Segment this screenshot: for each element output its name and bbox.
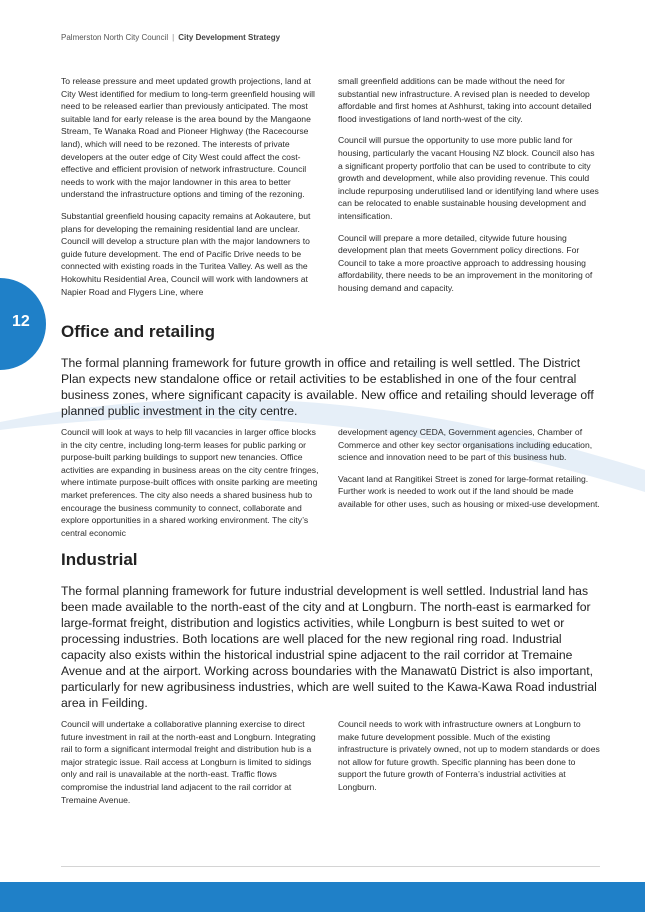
footer-band	[0, 882, 645, 912]
office-left-column	[61, 426, 323, 548]
paragraph: Substantial greenfield housing capacity remains at Aokautere, but plans for developing the remaining residential land are unclear. Council will develop a structure plan with the major landowners to guide future development. The end of Pacific Drive needs to be connected with existing roads in the Turitea Valley. As well as the Hokowhitu Residential Area, Council will work with landowners at Napier Road and Flygers Line, where	[61, 210, 311, 297]
industrial-heading: Industrial	[61, 550, 138, 569]
header-separator: |	[172, 33, 175, 42]
industrial-lead: The formal planning framework for future industrial development is well settled. Industrial land has been made available to the north-east of the city and at Longburn. The north-east is earmarked for large-format freight, distribution and logistics activities, while Longburn is best suited to wet or processing industries. Both locations are well placed for the new regional ring road. Industrial capacity also exists within the historical industrial spine adjacent to the rail corridor at Tremaine Avenue and at the airport. Working across boundaries with the Manawatū District is also important, particularly for new agribusiness industries, which are well suited to the Kawa-Kawa Road industrial area in Feilding.	[61, 584, 597, 710]
paragraph: Vacant land at Rangitikei Street is zoned for large-format retailing. Further work is needed to work out if the land should be made available for other uses, such as housing or mixed-use development.	[338, 473, 600, 509]
page-header	[61, 33, 280, 42]
header-strategy: City Development Strategy	[178, 33, 281, 42]
office-right-column	[338, 426, 600, 520]
footer-divider	[61, 866, 600, 867]
paragraph: Council will prepare a more detailed, citywide future housing development plan that meets Government policy directions. For Council to take a more proactive approach to addressing housing affordability, there needs to be an improvement in the monitoring of housing demand and capacity.	[338, 232, 593, 293]
intro-right-column	[338, 75, 600, 304]
paragraph: Council needs to work with infrastructure owners at Longburn to make future development possible. Much of the existing infrastructure is privately owned, not up to modern standards or does not allow for future growth. Specific planning has been done to support the future growth of Fonterra’s industrial activities at Longburn.	[338, 719, 600, 792]
office-heading: Office and retailing	[61, 322, 215, 341]
industrial-right-column	[338, 718, 600, 803]
paragraph: small greenfield additions can be made without the need for substantial new infrastructure. A revised plan is needed to develop affordable and first homes at Ashhurst, taking into account detailed flood investigations of land north-west of the city.	[338, 76, 592, 124]
industrial-left-column	[61, 718, 323, 815]
paragraph: Council will undertake a collaborative planning exercise to direct future investment in rail at the north-east and Longburn. Integrating rail to form a significant intermodal freight and distribution hub is a major strategic issue. Rail access at Longburn is limited to sidings only and rail is unavailable at the north-east. Traffic flows compromise the industrial land adjacent to the rail corridor at Tremaine Avenue.	[61, 719, 316, 805]
paragraph: Council will look at ways to help fill vacancies in larger office blocks in the city centre, including long-term leases for public parking or purpose-built parking buildings to support new tenancies. Office activities are expanding in business areas on the city centre fringes, where intimate purpose-built offices with onsite parking are meeting market preferences. The city also needs a shared business hub to encourage the business community to connect, collaborate and explore opportunities in a shared working environment. The city’s central economic	[61, 427, 319, 538]
header-council: Palmerston North City Council	[61, 33, 169, 42]
intro-left-column	[61, 75, 323, 307]
paragraph: Council will pursue the opportunity to use more public land for housing, particularly the vacant Housing NZ block. Council also has a significant property portfolio that can be used to contribute to city growth and development, while also providing revenue. This could include repurposing underutilised land or identifying land where uses can be relocated to enable sustainable housing development and intensification.	[338, 135, 599, 221]
paragraph: To release pressure and meet updated growth projections, land at City West identified for medium to long-term greenfield housing will need to be released earlier than previously anticipated. The most suitable land for early release is the area bound by the Mangaone Stream, Te Wanaka Road and Pioneer Highway (the Racecourse land), which will need to be rezoned. The interests of private developers at the outer edge of City West could affect the cost-effective and efficient provision of network infrastructure. Council needs to work with the major landowner in this area to better understand the infrastructure options and timing of the rezoning.	[61, 76, 315, 200]
office-lead: The formal planning framework for future growth in office and retailing is well settled. The District Plan expects new standalone office or retail activities to be established in one of the four central business zones, where significant capacity is available. New office and retailing should leverage off planned public investment in the city centre.	[61, 356, 594, 418]
paragraph: development agency CEDA, Government agencies, Chamber of Commerce and other key sector organisations including education, science and innovation need to be part of this business hub.	[338, 427, 593, 463]
page-number: 12	[12, 313, 30, 330]
